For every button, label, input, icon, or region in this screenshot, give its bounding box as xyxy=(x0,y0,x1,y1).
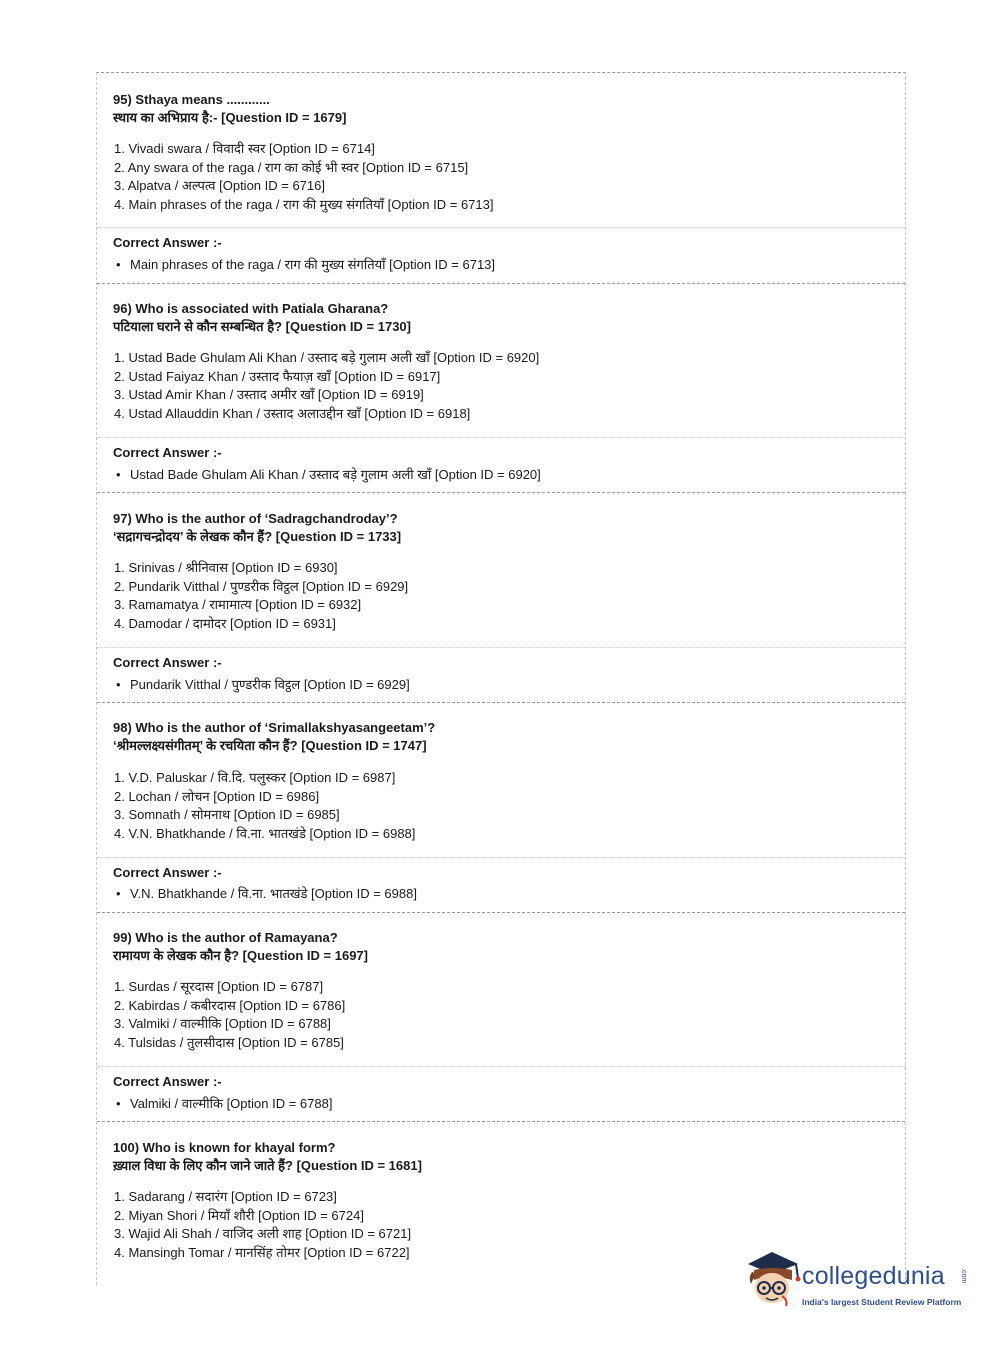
question-text-hi: ‘श्रीमल्लक्ष्यसंगीतम्’ के रचयिता कौन हैं? [Question ID = 1747] xyxy=(113,738,427,753)
option: 1. Vivadi swara / विवादी स्वर [Option ID = 6714] xyxy=(114,141,375,156)
option: 1. V.D. Paluskar / वि.दि. पलुस्कर [Option ID = 6987] xyxy=(114,770,396,785)
question-paper xyxy=(96,72,906,1285)
divider xyxy=(97,437,905,438)
collegedunia-logo xyxy=(742,1248,972,1312)
question-heading xyxy=(113,929,368,965)
correct-answer xyxy=(116,676,410,694)
option: 2. Miyan Shori / मियाँ शौरी [Option ID = 6724] xyxy=(114,1207,364,1223)
option: 1. Srinivas / श्रीनिवास [Option ID = 6930] xyxy=(114,560,338,575)
question-text-en: 99) Who is the author of Ramayana? xyxy=(113,930,338,945)
bullet-icon: • xyxy=(116,886,121,901)
option: 4. V.N. Bhatkhande / वि.ना. भातखंडे [Option ID = 6988] xyxy=(114,825,416,841)
option: 1. Sadarang / सदारंग [Option ID = 6723] xyxy=(114,1189,337,1204)
option: 4. Ustad Allauddin Khan / उस्ताद अलाउद्दीन खाँ [Option ID = 6918] xyxy=(114,405,471,421)
question-divider xyxy=(97,912,905,913)
option: 4. Damodar / दामोदर [Option ID = 6931] xyxy=(114,615,336,631)
bullet-icon: • xyxy=(116,1096,121,1111)
mascot-icon xyxy=(742,1248,806,1312)
option: 2. Pundarik Vitthal / पुण्डरीक विट्ठल [Option ID = 6929] xyxy=(114,578,409,594)
correct-answer-text: Pundarik Vitthal / पुण्डरीक विट्ठल [Option ID = 6929] xyxy=(130,677,410,692)
options-list xyxy=(114,1188,411,1262)
question-text-en: 97) Who is the author of ‘Sadragchandroday’? xyxy=(113,511,398,526)
option: 2. Ustad Faiyaz Khan / उस्ताद फैयाज़ खाँ [Option ID = 6917] xyxy=(114,368,441,384)
question-text-en: 96) Who is associated with Patiala Gharana? xyxy=(113,301,389,316)
question-divider xyxy=(97,492,905,493)
question-divider xyxy=(97,1121,905,1122)
option: 4. Mansingh Tomar / मानसिंह तोमर [Option ID = 6722] xyxy=(114,1244,410,1260)
question-text-hi: पटियाला घराने से कौन सम्बन्धित है? [Question ID = 1730] xyxy=(113,319,411,334)
option: 2. Any swara of the raga / राग का कोई भी स्वर [Option ID = 6715] xyxy=(114,159,469,175)
options-list xyxy=(114,769,415,843)
question-text-en: 98) Who is the author of ‘Srimallakshyasangeetam’? xyxy=(113,720,436,735)
question-divider xyxy=(97,702,905,703)
correct-answer xyxy=(116,466,541,484)
question-text-hi: रामायण के लेखक कौन है? [Question ID = 1697] xyxy=(113,948,368,963)
question-heading xyxy=(113,300,411,336)
option: 1. Surdas / सूरदास [Option ID = 6787] xyxy=(114,979,324,994)
question-text-hi: ‘सद्रागचन्द्रोदय’ के लेखक कौन हैं? [Question ID = 1733] xyxy=(113,529,402,544)
option: 3. Alpatva / अल्पत्व [Option ID = 6716] xyxy=(114,178,325,194)
option: 4. Tulsidas / तुलसीदास [Option ID = 6785] xyxy=(114,1034,344,1050)
option: 4. Main phrases of the raga / राग की मुख्य संगतियाँ [Option ID = 6713] xyxy=(114,196,494,212)
question-text-en: 100) Who is known for khayal form? xyxy=(113,1140,336,1155)
correct-answer-text: Valmiki / वाल्मीकि [Option ID = 6788] xyxy=(130,1096,333,1111)
option: 3. Wajid Ali Shah / वाजिद अली शाह [Option ID = 6721] xyxy=(114,1226,412,1242)
correct-answer-label: Correct Answer :- xyxy=(113,865,222,880)
options-list xyxy=(114,349,539,423)
question-divider xyxy=(97,283,905,284)
logo-name: collegedunia xyxy=(802,1262,945,1290)
question-text-en: 95) Sthaya means ............ xyxy=(113,92,270,107)
correct-answer-text: Ustad Bade Ghulam Ali Khan / उस्ताद बड़े गुलाम अली खाँ [Option ID = 6920] xyxy=(130,467,541,482)
option: 3. Ramamatya / रामामात्य [Option ID = 6932] xyxy=(114,597,362,613)
question-heading xyxy=(113,91,346,127)
divider xyxy=(97,227,905,228)
logo-tagline: India's largest Student Review Platform xyxy=(802,1297,962,1307)
option: 3. Somnath / सोमनाथ [Option ID = 6985] xyxy=(114,807,340,823)
options-list xyxy=(114,140,493,214)
option: 3. Ustad Amir Khan / उस्ताद अमीर खाँ [Option ID = 6919] xyxy=(114,387,424,403)
bullet-icon: • xyxy=(116,467,121,482)
correct-answer xyxy=(116,256,495,274)
question-heading xyxy=(113,510,401,546)
correct-answer-text: V.N. Bhatkhande / वि.ना. भातखंडे [Option ID = 6988] xyxy=(130,886,417,901)
correct-answer xyxy=(116,885,417,903)
correct-answer-label: Correct Answer :- xyxy=(113,445,222,460)
question-text-hi: स्थाय का अभिप्राय है:- [Question ID = 1679] xyxy=(113,110,347,125)
question-heading xyxy=(113,1139,422,1175)
correct-answer xyxy=(116,1095,332,1113)
divider xyxy=(97,1066,905,1067)
option: 2. Lochan / लोचन [Option ID = 6986] xyxy=(114,788,320,804)
option: 3. Valmiki / वाल्मीकि [Option ID = 6788] xyxy=(114,1016,331,1032)
logo-domain: .com xyxy=(960,1268,967,1284)
options-list xyxy=(114,559,408,633)
divider xyxy=(97,647,905,648)
option: 2. Kabirdas / कबीरदास [Option ID = 6786] xyxy=(114,997,346,1013)
bullet-icon: • xyxy=(116,257,121,272)
correct-answer-text: Main phrases of the raga / राग की मुख्य संगतियाँ [Option ID = 6713] xyxy=(130,257,496,272)
question-text-hi: ख़्याल विधा के लिए कौन जाने जाते हैं? [Question ID = 1681] xyxy=(113,1158,422,1173)
options-list xyxy=(114,978,345,1052)
correct-answer-label: Correct Answer :- xyxy=(113,235,222,250)
option: 1. Ustad Bade Ghulam Ali Khan / उस्ताद बड़े गुलाम अली खाँ [Option ID = 6920] xyxy=(114,350,540,365)
correct-answer-label: Correct Answer :- xyxy=(113,655,222,670)
bullet-icon: • xyxy=(116,677,121,692)
question-heading xyxy=(113,719,435,755)
divider xyxy=(97,857,905,858)
correct-answer-label: Correct Answer :- xyxy=(113,1074,222,1089)
